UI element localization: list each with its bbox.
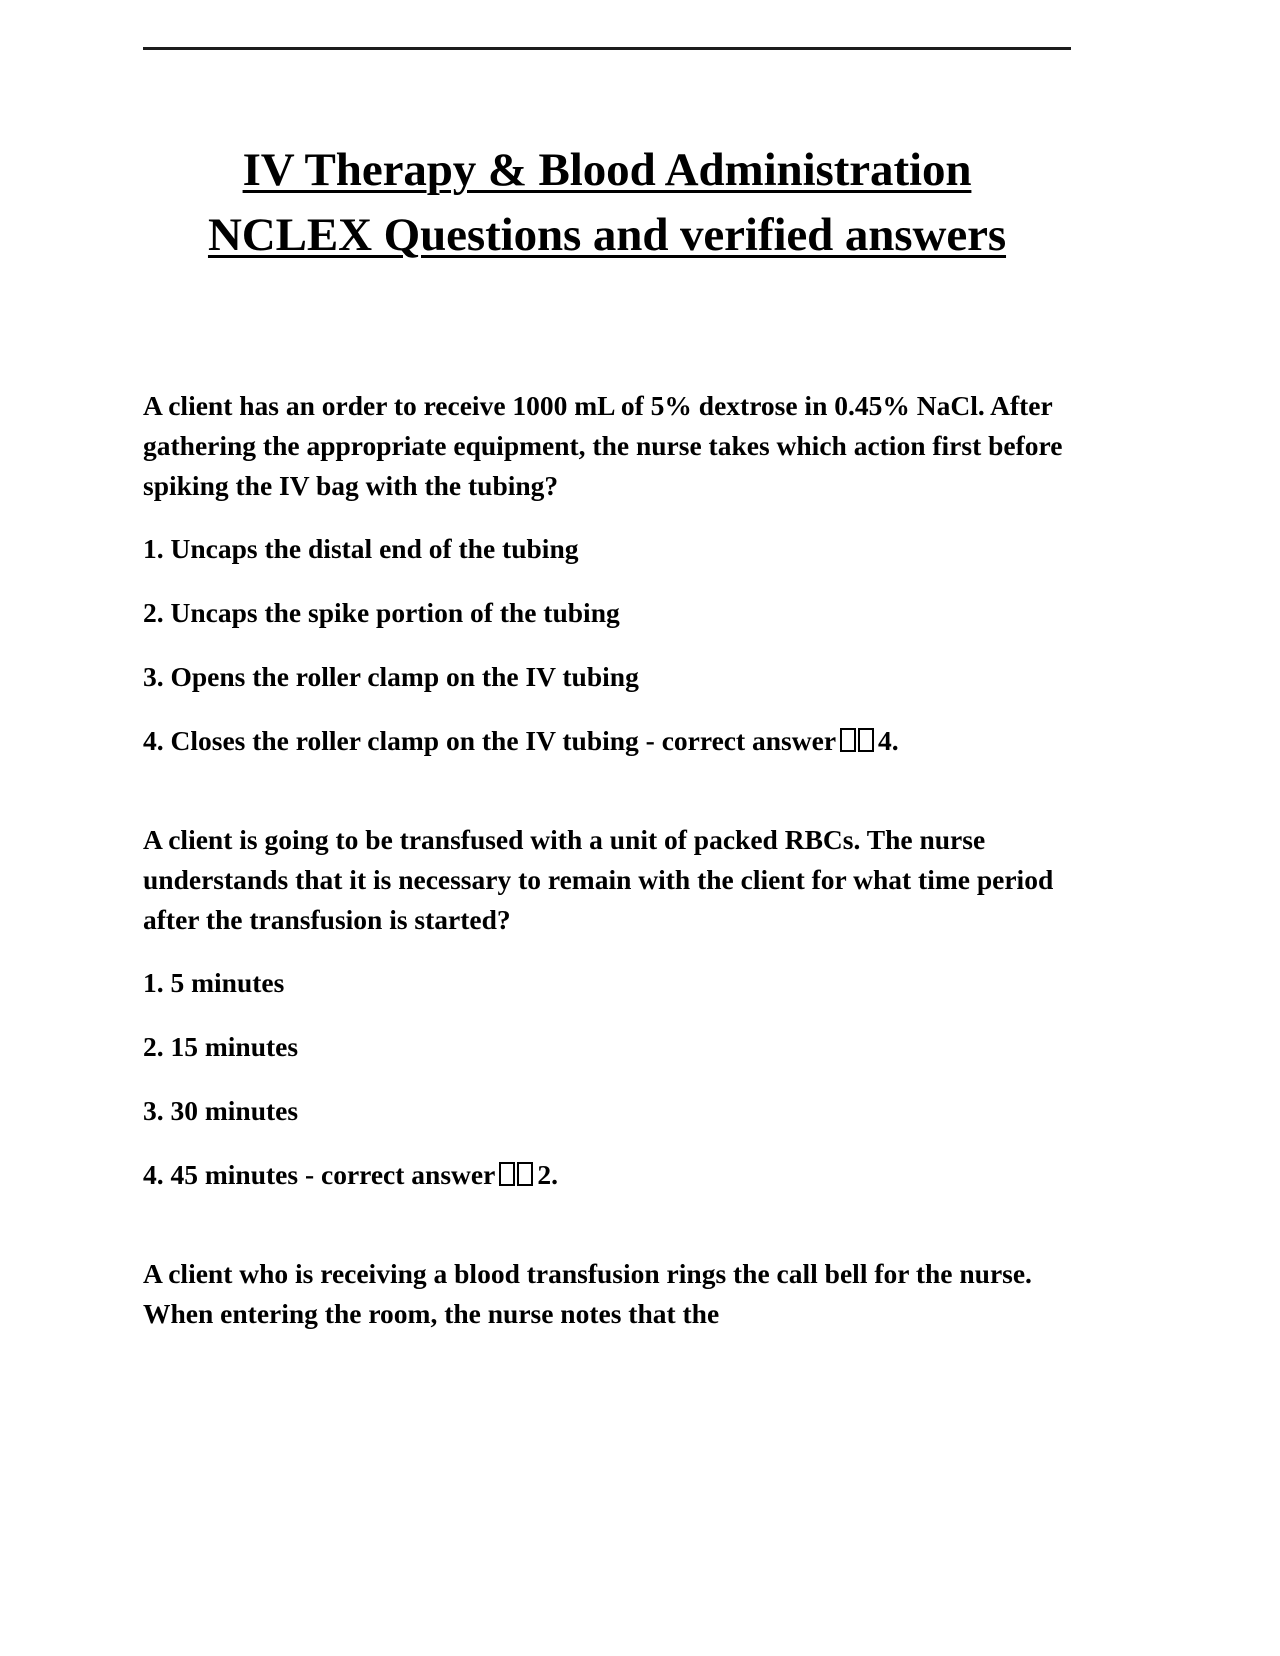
question-option: 2. 15 minutes (143, 1030, 299, 1062)
question-group (143, 820, 1071, 1196)
questions-body (143, 386, 1071, 1335)
tofu-box-icon (517, 1162, 533, 1186)
tofu-box-icon (840, 728, 856, 752)
missing-glyph-boxes (499, 1155, 533, 1195)
tofu-box-icon (499, 1162, 515, 1186)
answer-option-text: 4. 45 minutes - correct answer (143, 1159, 496, 1191)
group-spacer (143, 1196, 1071, 1254)
question-stem: A client has an order to receive 1000 mL of 5% dextrose in 0.45% NaCl. After gathering the appropriate equipment, the nurse takes which action first before spiking the IV bag with the tubing? (143, 389, 1063, 502)
question-option: 1. Uncaps the distal end of the tubing (143, 532, 579, 564)
page-title-line-2: NCLEX Questions and verified answers (207, 208, 1007, 261)
missing-glyph-boxes (840, 721, 874, 761)
question-group (143, 386, 1071, 762)
question-option: 3. Opens the roller clamp on the IV tubing (143, 661, 639, 693)
question-option: 1. 5 minutes (143, 966, 285, 998)
group-spacer (143, 762, 1071, 820)
header-divider-rule (143, 47, 1071, 50)
page-content-column (143, 0, 1071, 1356)
question-option: 3. 30 minutes (143, 1095, 299, 1127)
answer-number-text: 4. (878, 725, 899, 757)
question-option: 2. Uncaps the spike portion of the tubing (143, 596, 620, 628)
page-title (143, 138, 1071, 268)
tofu-box-icon (858, 728, 874, 752)
page-title-line-1: IV Therapy & Blood Administration (242, 144, 972, 196)
question-stem: A client is going to be transfused with a unit of packed RBCs. The nurse understands that it is necessary to remain with the client for what time period after the transfusion is started? (143, 823, 1054, 936)
answer-option-text: 4. Closes the roller clamp on the IV tubing - correct answer (143, 725, 837, 757)
answer-number-text: 2. (537, 1159, 558, 1191)
question-answer-line (143, 721, 1071, 761)
question-group (143, 1254, 1071, 1335)
question-answer-line (143, 1155, 1071, 1195)
question-stem: A client who is receiving a blood transfusion rings the call bell for the nurse. When entering the room, the nurse notes that the (143, 1257, 1032, 1329)
